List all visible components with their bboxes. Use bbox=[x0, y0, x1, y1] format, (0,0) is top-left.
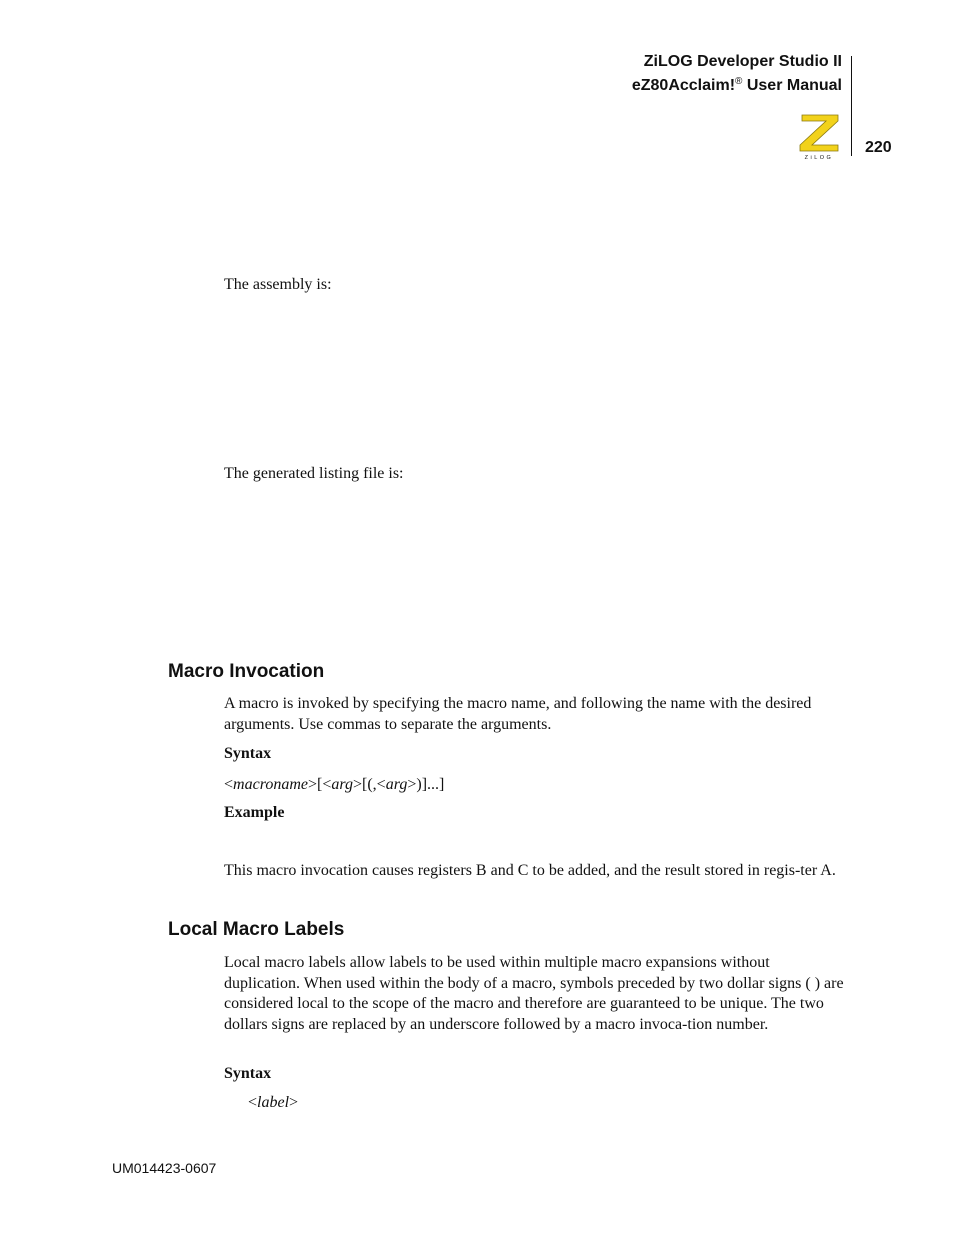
syntax-label: Syntax bbox=[224, 745, 272, 762]
title-line-1: ZiLOG Developer Studio II bbox=[643, 53, 842, 70]
heading-macro-invocation: Macro Invocation bbox=[168, 661, 325, 682]
listing-intro: The generated listing file is: bbox=[224, 465, 404, 482]
header-divider bbox=[851, 56, 852, 156]
logo-wordmark: ZiLOG bbox=[804, 155, 834, 160]
local-macro-labels-paragraph: Local macro labels allow labels to be used within multiple macro expansions without duplication. When used within the body of a macro, symbols preceded by two dollar signs ( ) are considered local to the scope of the macro and therefore are guaranteed to be unique. The two dollars signs are replaced by an underscore followed by a macro invoca-tion number. bbox=[224, 954, 844, 1033]
example-label: Example bbox=[224, 804, 285, 821]
page-number: 220 bbox=[865, 139, 892, 156]
document-id: UM014423-0607 bbox=[112, 1160, 217, 1176]
assembly-intro: The assembly is: bbox=[224, 276, 332, 293]
macro-invocation-syntax: <macroname>[<arg>[(,<arg>)]...] bbox=[224, 776, 445, 793]
registered-mark: ® bbox=[735, 76, 743, 87]
title-line-2: eZ80Acclaim!® User Manual bbox=[631, 76, 842, 94]
heading-local-macro-labels: Local Macro Labels bbox=[168, 919, 345, 940]
syntax-label-2: Syntax bbox=[224, 1065, 272, 1082]
document-title bbox=[632, 52, 842, 96]
macro-invocation-description: This macro invocation causes registers B and C to be added, and the result stored in regis-ter A. bbox=[224, 862, 836, 879]
local-label-syntax: <label> bbox=[248, 1094, 299, 1111]
macro-invocation-paragraph: A macro is invoked by specifying the macro name, and following the name with the desired arguments. Use commas to separate the arguments. bbox=[224, 695, 812, 733]
zilog-logo bbox=[796, 112, 842, 160]
